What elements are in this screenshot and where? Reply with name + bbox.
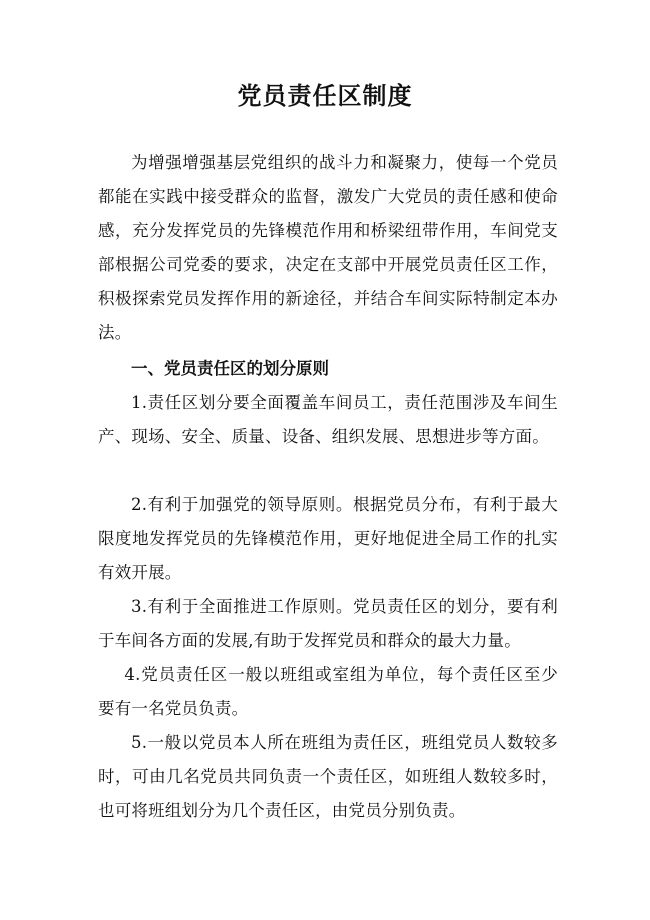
principle-item-3: 3.有利于全面推进工作原则。党员责任区的划分，要有利于车间各方面的发展,有助于发挥党员和群众的最大力量。 xyxy=(98,597,558,650)
principle-item-2: 2.有利于加强党的领导原则。根据党员分布，有利于最大限度地发挥党员的先锋模范作用，更好地促进全局工作的扎实有效开展。 xyxy=(98,495,558,582)
principle-item-1: 1.责任区划分要全面覆盖车间员工，责任范围涉及车间生产、现场、安全、质量、设备、组织发展、思想进步等方面。 xyxy=(98,393,558,446)
section-heading: 一、党员责任区的划分原则 xyxy=(131,359,329,378)
principle-item-5: 5.一般以党员本人所在班组为责任区，班组党员人数较多时，可由几名党员共同负责一个责任区，如班组人数较多时，也可将班组划分为几个责任区，由党员分别负责。 xyxy=(98,733,558,820)
intro-paragraph: 为增强增强基层党组织的战斗力和凝聚力，使每一个党员都能在实践中接受群众的监督，激发广大党员的责任感和使命感，充分发挥党员的先锋模范作用和桥梁纽带作用，车间党支部根据公司党委的要求，决定在支部中开展党员责任区工作，积极探索党员发挥作用的新途径，并结合车间实际特制定本办法。 xyxy=(98,153,558,342)
principle-item-4: 4.党员责任区一般以班组或室组为单位，每个责任区至少要有一名党员负责。 xyxy=(98,665,558,718)
page-title: 党员责任区制度 xyxy=(237,82,413,110)
